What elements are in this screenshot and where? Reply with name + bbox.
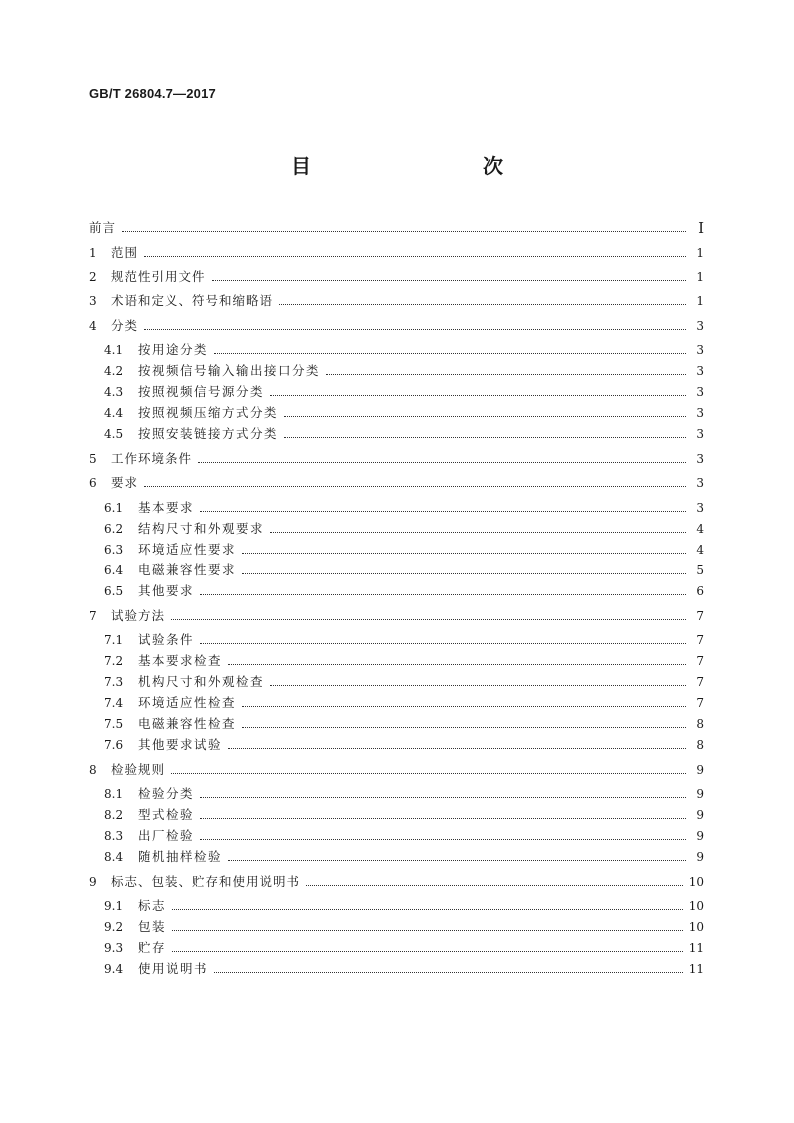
- toc-entry-page: 7: [696, 696, 704, 710]
- dot-leader: [144, 329, 686, 330]
- toc-entry-page: 6: [696, 584, 704, 598]
- toc-entry[interactable]: [89, 447, 704, 467]
- toc-entry[interactable]: [104, 824, 704, 844]
- toc-entry-number: 6.3: [104, 543, 124, 557]
- toc-entry-number: 8.1: [104, 787, 124, 801]
- toc-entry-page: 8: [696, 738, 704, 752]
- toc-entry-number: 7.5: [104, 717, 124, 731]
- toc-entry[interactable]: [104, 401, 704, 421]
- toc-entry-label: 按照视频压缩方式分类: [138, 405, 279, 420]
- toc-entry[interactable]: [104, 380, 704, 400]
- toc-entry-number: 4.5: [104, 427, 124, 441]
- toc-entry[interactable]: [104, 538, 704, 558]
- toc-entry-page: 3: [696, 501, 704, 515]
- toc-entry-label: 规范性引用文件: [111, 269, 206, 284]
- dot-leader: [200, 511, 686, 512]
- toc-entry-number: 6: [89, 476, 97, 490]
- dot-leader: [306, 885, 683, 886]
- toc-entry[interactable]: [104, 803, 704, 823]
- toc-entry-label: 检验规则: [111, 762, 166, 777]
- dot-leader: [214, 972, 683, 973]
- toc-entry-number: 9.1: [104, 899, 124, 913]
- dot-leader: [228, 748, 686, 749]
- dot-leader: [270, 395, 686, 396]
- toc-entry-number: 8.3: [104, 829, 124, 843]
- toc-entry-label: 基本要求检查: [138, 653, 223, 668]
- dot-leader: [200, 818, 686, 819]
- toc-entry[interactable]: [104, 915, 704, 935]
- toc-entry-page: 3: [696, 406, 704, 420]
- toc-entry-label: 结构尺寸和外观要求: [138, 521, 265, 536]
- toc-entry-number: 7.1: [104, 633, 124, 647]
- toc-entry-number: 6.4: [104, 563, 124, 577]
- toc-entry-page: 3: [696, 343, 704, 357]
- toc-entry-page: 3: [696, 385, 704, 399]
- toc-entry-page: 8: [696, 717, 704, 731]
- dot-leader: [171, 619, 686, 620]
- toc-entry-number: 9.3: [104, 941, 124, 955]
- toc-entry-label: 随机抽样检验: [138, 849, 223, 864]
- toc-entry[interactable]: [104, 691, 704, 711]
- toc-entry[interactable]: [104, 670, 704, 690]
- toc-entry-label: 标志: [138, 898, 167, 913]
- toc-entry-page: 4: [696, 522, 704, 536]
- toc-entry[interactable]: [89, 314, 704, 334]
- dot-leader: [122, 231, 686, 232]
- toc-entry[interactable]: [89, 216, 704, 236]
- toc-entry-page: 3: [696, 364, 704, 378]
- dot-leader: [200, 643, 686, 644]
- toc-entry-label: 其他要求: [138, 583, 195, 598]
- toc-entry-number: 8.4: [104, 850, 124, 864]
- toc-entry-label: 按视频信号输入输出接口分类: [138, 363, 321, 378]
- toc-entry-page: 5: [696, 563, 704, 577]
- dot-leader: [198, 462, 686, 463]
- toc-entry-label: 按照安装链接方式分类: [138, 426, 279, 441]
- toc-entry[interactable]: [89, 758, 704, 778]
- toc-entry-number: 6.2: [104, 522, 124, 536]
- dot-leader: [172, 909, 683, 910]
- standard-code: GB/T 26804.7—2017: [89, 86, 216, 101]
- toc-entry-page: 3: [696, 452, 704, 466]
- toc-entry[interactable]: [104, 422, 704, 442]
- toc-entry[interactable]: [89, 265, 704, 285]
- toc-entry-number: 9.4: [104, 962, 124, 976]
- toc-entry[interactable]: [89, 289, 704, 309]
- toc-entry-label: 包装: [138, 919, 167, 934]
- dot-leader: [172, 951, 683, 952]
- toc-entry-page: 7: [696, 675, 704, 689]
- dot-leader: [214, 353, 686, 354]
- toc-entry-label: 基本要求: [138, 500, 195, 515]
- toc-title: 目 次: [291, 154, 547, 178]
- toc-entry-number: 7.6: [104, 738, 124, 752]
- toc-entry-number: 4.4: [104, 406, 124, 420]
- toc-entry-page: I: [698, 219, 704, 237]
- toc-entry-label: 工作环境条件: [111, 451, 193, 466]
- toc-entry-label: 要求: [111, 475, 139, 490]
- toc-entry-page: 9: [696, 787, 704, 801]
- toc-entry[interactable]: [104, 496, 704, 516]
- toc-entry[interactable]: [104, 712, 704, 732]
- toc-entry-number: 3: [89, 294, 97, 308]
- toc-entry[interactable]: [89, 471, 704, 491]
- toc-entry-label: 出厂检验: [138, 828, 195, 843]
- dot-leader: [326, 374, 686, 375]
- dot-leader: [242, 727, 686, 728]
- toc-entry-page: 9: [696, 763, 704, 777]
- toc-entry-page: 3: [696, 476, 704, 490]
- toc-entry-label: 机构尺寸和外观检查: [138, 674, 265, 689]
- toc-entry-page: 9: [696, 850, 704, 864]
- toc-entry-label: 其他要求试验: [138, 737, 223, 752]
- toc-entry-page: 9: [696, 808, 704, 822]
- toc-entry-label: 试验方法: [111, 608, 166, 623]
- toc-entry-page: 7: [696, 654, 704, 668]
- dot-leader: [284, 416, 686, 417]
- toc-entry-label: 电磁兼容性要求: [138, 562, 237, 577]
- toc-entry[interactable]: [104, 558, 704, 578]
- toc-entry-page: 9: [696, 829, 704, 843]
- toc-entry-page: 11: [688, 962, 704, 976]
- toc-entry-number: 9.2: [104, 920, 124, 934]
- dot-leader: [144, 486, 686, 487]
- toc-entry[interactable]: [104, 579, 704, 599]
- toc-entry-label: 检验分类: [138, 786, 195, 801]
- toc-entry[interactable]: [104, 845, 704, 865]
- dot-leader: [242, 553, 686, 554]
- toc-entry[interactable]: [104, 733, 704, 753]
- toc-entry[interactable]: [104, 782, 704, 802]
- toc-entry[interactable]: [104, 628, 704, 648]
- toc-entry[interactable]: [104, 936, 704, 956]
- dot-leader: [228, 860, 686, 861]
- toc-entry-number: 7.4: [104, 696, 124, 710]
- toc-entry-label: 使用说明书: [138, 961, 209, 976]
- toc-entry[interactable]: [89, 241, 704, 261]
- toc-entry-label: 环境适应性要求: [138, 542, 237, 557]
- dot-leader: [171, 773, 686, 774]
- toc-entry-page: 10: [688, 920, 704, 934]
- toc-entry-page: 4: [696, 543, 704, 557]
- toc-entry[interactable]: [104, 359, 704, 379]
- toc-entry[interactable]: [104, 517, 704, 537]
- dot-leader: [212, 280, 686, 281]
- toc-entry[interactable]: [104, 957, 704, 977]
- dot-leader: [200, 594, 686, 595]
- dot-leader: [172, 930, 683, 931]
- toc-entry-number: 7: [89, 609, 97, 623]
- toc-entry-number: 7.3: [104, 675, 124, 689]
- dot-leader: [242, 573, 686, 574]
- toc-entry[interactable]: [104, 649, 704, 669]
- toc-entry-label: 分类: [111, 318, 139, 333]
- toc-entry-number: 4: [89, 319, 97, 333]
- dot-leader: [279, 304, 686, 305]
- toc-entry-page: 10: [688, 899, 704, 913]
- toc-entry-label: 范围: [111, 245, 139, 260]
- toc-entry-page: 1: [696, 294, 704, 308]
- toc-entry-label: 术语和定义、符号和缩略语: [111, 293, 274, 308]
- toc-entry[interactable]: [104, 894, 704, 914]
- toc-entry-label: 按照视频信号源分类: [138, 384, 265, 399]
- dot-leader: [200, 797, 686, 798]
- toc-entry-label: 试验条件: [138, 632, 195, 647]
- toc-entry-number: 4.2: [104, 364, 124, 378]
- toc-entry-number: 6.1: [104, 501, 124, 515]
- toc-entry-page: 1: [696, 246, 704, 260]
- dot-leader: [270, 685, 686, 686]
- toc-entry-label: 贮存: [138, 940, 167, 955]
- toc-entry-number: 2: [89, 270, 97, 284]
- toc-entry[interactable]: [104, 338, 704, 358]
- toc-entry-number: 6.5: [104, 584, 124, 598]
- toc-entry-number: 7.2: [104, 654, 124, 668]
- toc-entry-number: 9: [89, 875, 97, 889]
- dot-leader: [228, 664, 686, 665]
- dot-leader: [200, 839, 686, 840]
- toc-entry[interactable]: [89, 604, 704, 624]
- toc-entry-page: 10: [688, 875, 704, 889]
- toc-entry-label: 按用途分类: [138, 342, 209, 357]
- toc-entry-page: 11: [688, 941, 704, 955]
- dot-leader: [284, 437, 686, 438]
- toc-entry-page: 1: [696, 270, 704, 284]
- toc-entry-label: 标志、包装、贮存和使用说明书: [111, 874, 301, 889]
- dot-leader: [270, 532, 686, 533]
- toc-entry-label: 型式检验: [138, 807, 195, 822]
- toc-entry-page: 7: [696, 633, 704, 647]
- toc-entry-number: 8: [89, 763, 97, 777]
- toc-entry-page: 3: [696, 427, 704, 441]
- dot-leader: [242, 706, 686, 707]
- toc-entry-number: 4.1: [104, 343, 124, 357]
- toc-entry[interactable]: [89, 870, 704, 890]
- toc-entry-number: 1: [89, 246, 97, 260]
- toc-entry-label: 电磁兼容性检查: [138, 716, 237, 731]
- toc-entry-number: 5: [89, 452, 97, 466]
- toc-entry-page: 3: [696, 319, 704, 333]
- toc-entry-label: 前言: [89, 220, 117, 235]
- toc-entry-number: 4.3: [104, 385, 124, 399]
- dot-leader: [144, 256, 686, 257]
- toc-entry-page: 7: [696, 609, 704, 623]
- toc-entry-label: 环境适应性检查: [138, 695, 237, 710]
- toc-entry-number: 8.2: [104, 808, 124, 822]
